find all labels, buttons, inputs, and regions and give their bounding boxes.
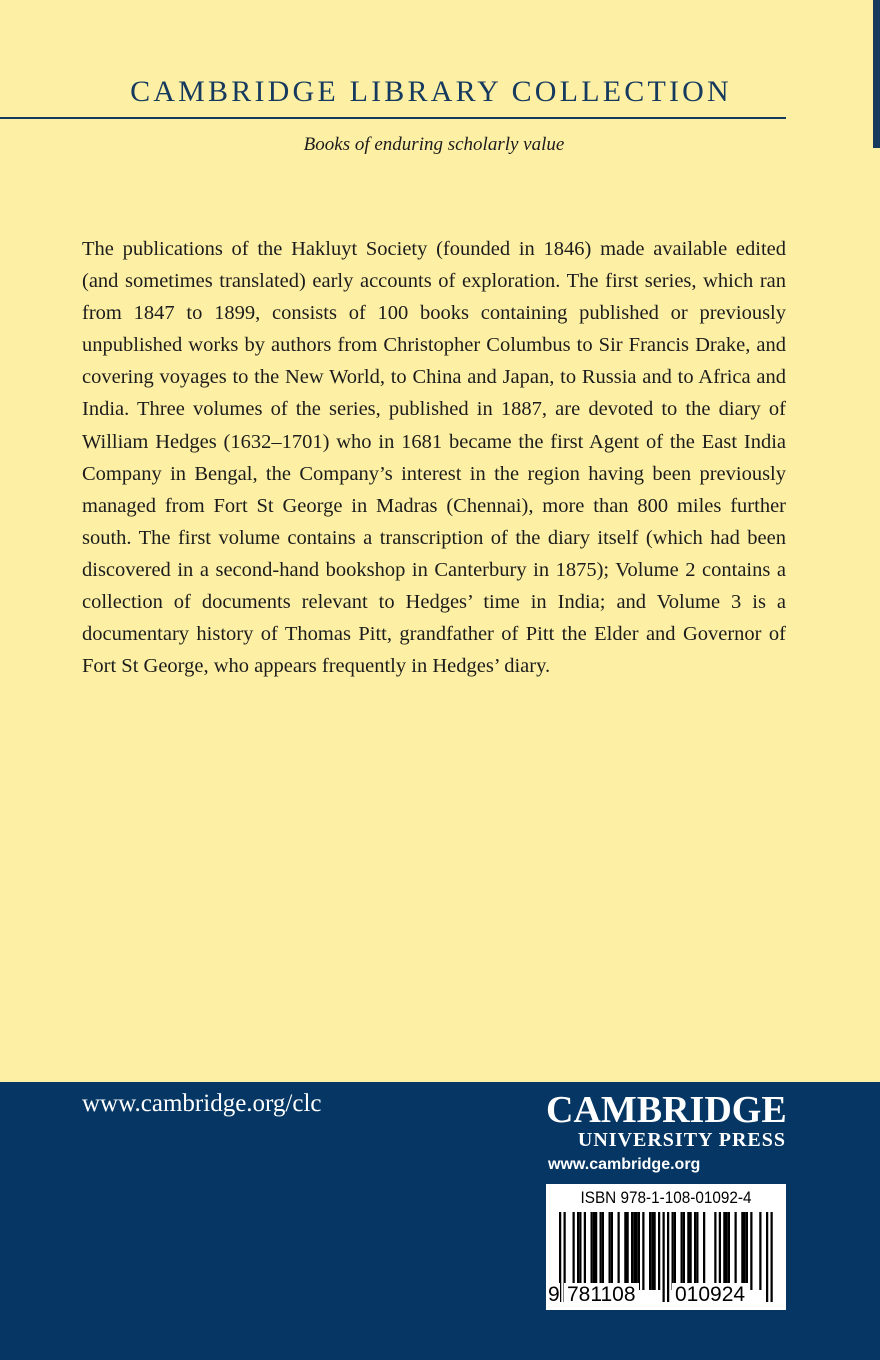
title-divider xyxy=(0,117,786,119)
publisher-logo-subtitle: UNIVERSITY PRESS xyxy=(577,1129,786,1151)
publisher-logo-name: CAMBRIDGE xyxy=(546,1089,787,1131)
book-description: The publications of the Hakluyt Society (founded in 1846) made available edited (and sometimes translated) early accounts of exploration. The first series, which ran from 1847 to 1899, consists of 100 books containing published or previously unpublished works by authors from Christopher Columbus to Sir Francis Drake, and covering voyages to the New World, to China and Japan, to Russia and to Africa and India. Three volumes of the series, published in 1887, are devoted to the diary of William Hedges (1632–1701) who in 1681 became the first Agent of the East India Company in Bengal, the Company’s interest in the region having been previously managed from Fort St George in Madras (Chennai), more than 800 miles further south. The first volume contains a transcription of the diary itself (which had been discovered in a second-hand bookshop in Canterbury in 1875); Volume 2 contains a collection of documents relevant to Hedges’ time in India; and Volume 3 is a documentary history of Thomas Pitt, grandfather of Pitt the Elder and Governor of Fort St George, who appears frequently in Hedges’ diary. xyxy=(82,238,786,678)
barcode-digit-first: 9 xyxy=(548,1283,560,1306)
barcode-digits-right: 010924 xyxy=(672,1283,748,1307)
isbn-barcode xyxy=(546,1184,786,1310)
series-tagline: Books of enduring scholarly value xyxy=(303,134,565,155)
publisher-url-link[interactable]: www.cambridge.org xyxy=(548,1156,701,1173)
barcode-digits-left: 781108 xyxy=(564,1283,639,1307)
series-url-link[interactable]: www.cambridge.org/clc xyxy=(82,1090,322,1117)
isbn-label: ISBN 978-1-108-01092-4 xyxy=(580,1188,752,1207)
series-title: CAMBRIDGE LIBRARY COLLECTION xyxy=(130,75,732,108)
